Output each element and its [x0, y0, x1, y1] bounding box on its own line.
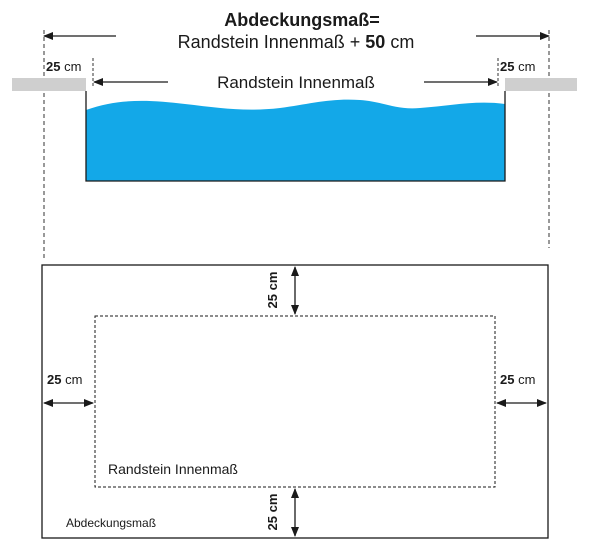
- formula-unit: cm: [385, 32, 415, 52]
- plan-inner-label: Randstein Innenmaß: [108, 461, 238, 477]
- section-right-margin-label: 25 cm: [500, 59, 536, 74]
- pool-water: [86, 100, 505, 181]
- curb-right: [505, 78, 577, 91]
- formula-prefix: Randstein Innenmaß +: [177, 32, 366, 52]
- section-left-margin-label: 25 cm: [46, 59, 82, 74]
- curb-left: [12, 78, 86, 91]
- plan-bottom-margin-label: 25 cm: [265, 493, 280, 531]
- plan-outer-label: Abdeckungsmaß: [66, 516, 157, 530]
- section-inner-label: Randstein Innenmaß: [217, 73, 375, 92]
- header-title: Abdeckungsmaß=: [224, 10, 380, 30]
- header-formula: [178, 32, 415, 52]
- plan-top-margin-label: 25 cm: [265, 271, 280, 309]
- plan-right-margin-label: 25 cm: [500, 372, 536, 387]
- formula-value: 50: [365, 32, 386, 52]
- plan-left-margin-label: 25 cm: [47, 372, 83, 387]
